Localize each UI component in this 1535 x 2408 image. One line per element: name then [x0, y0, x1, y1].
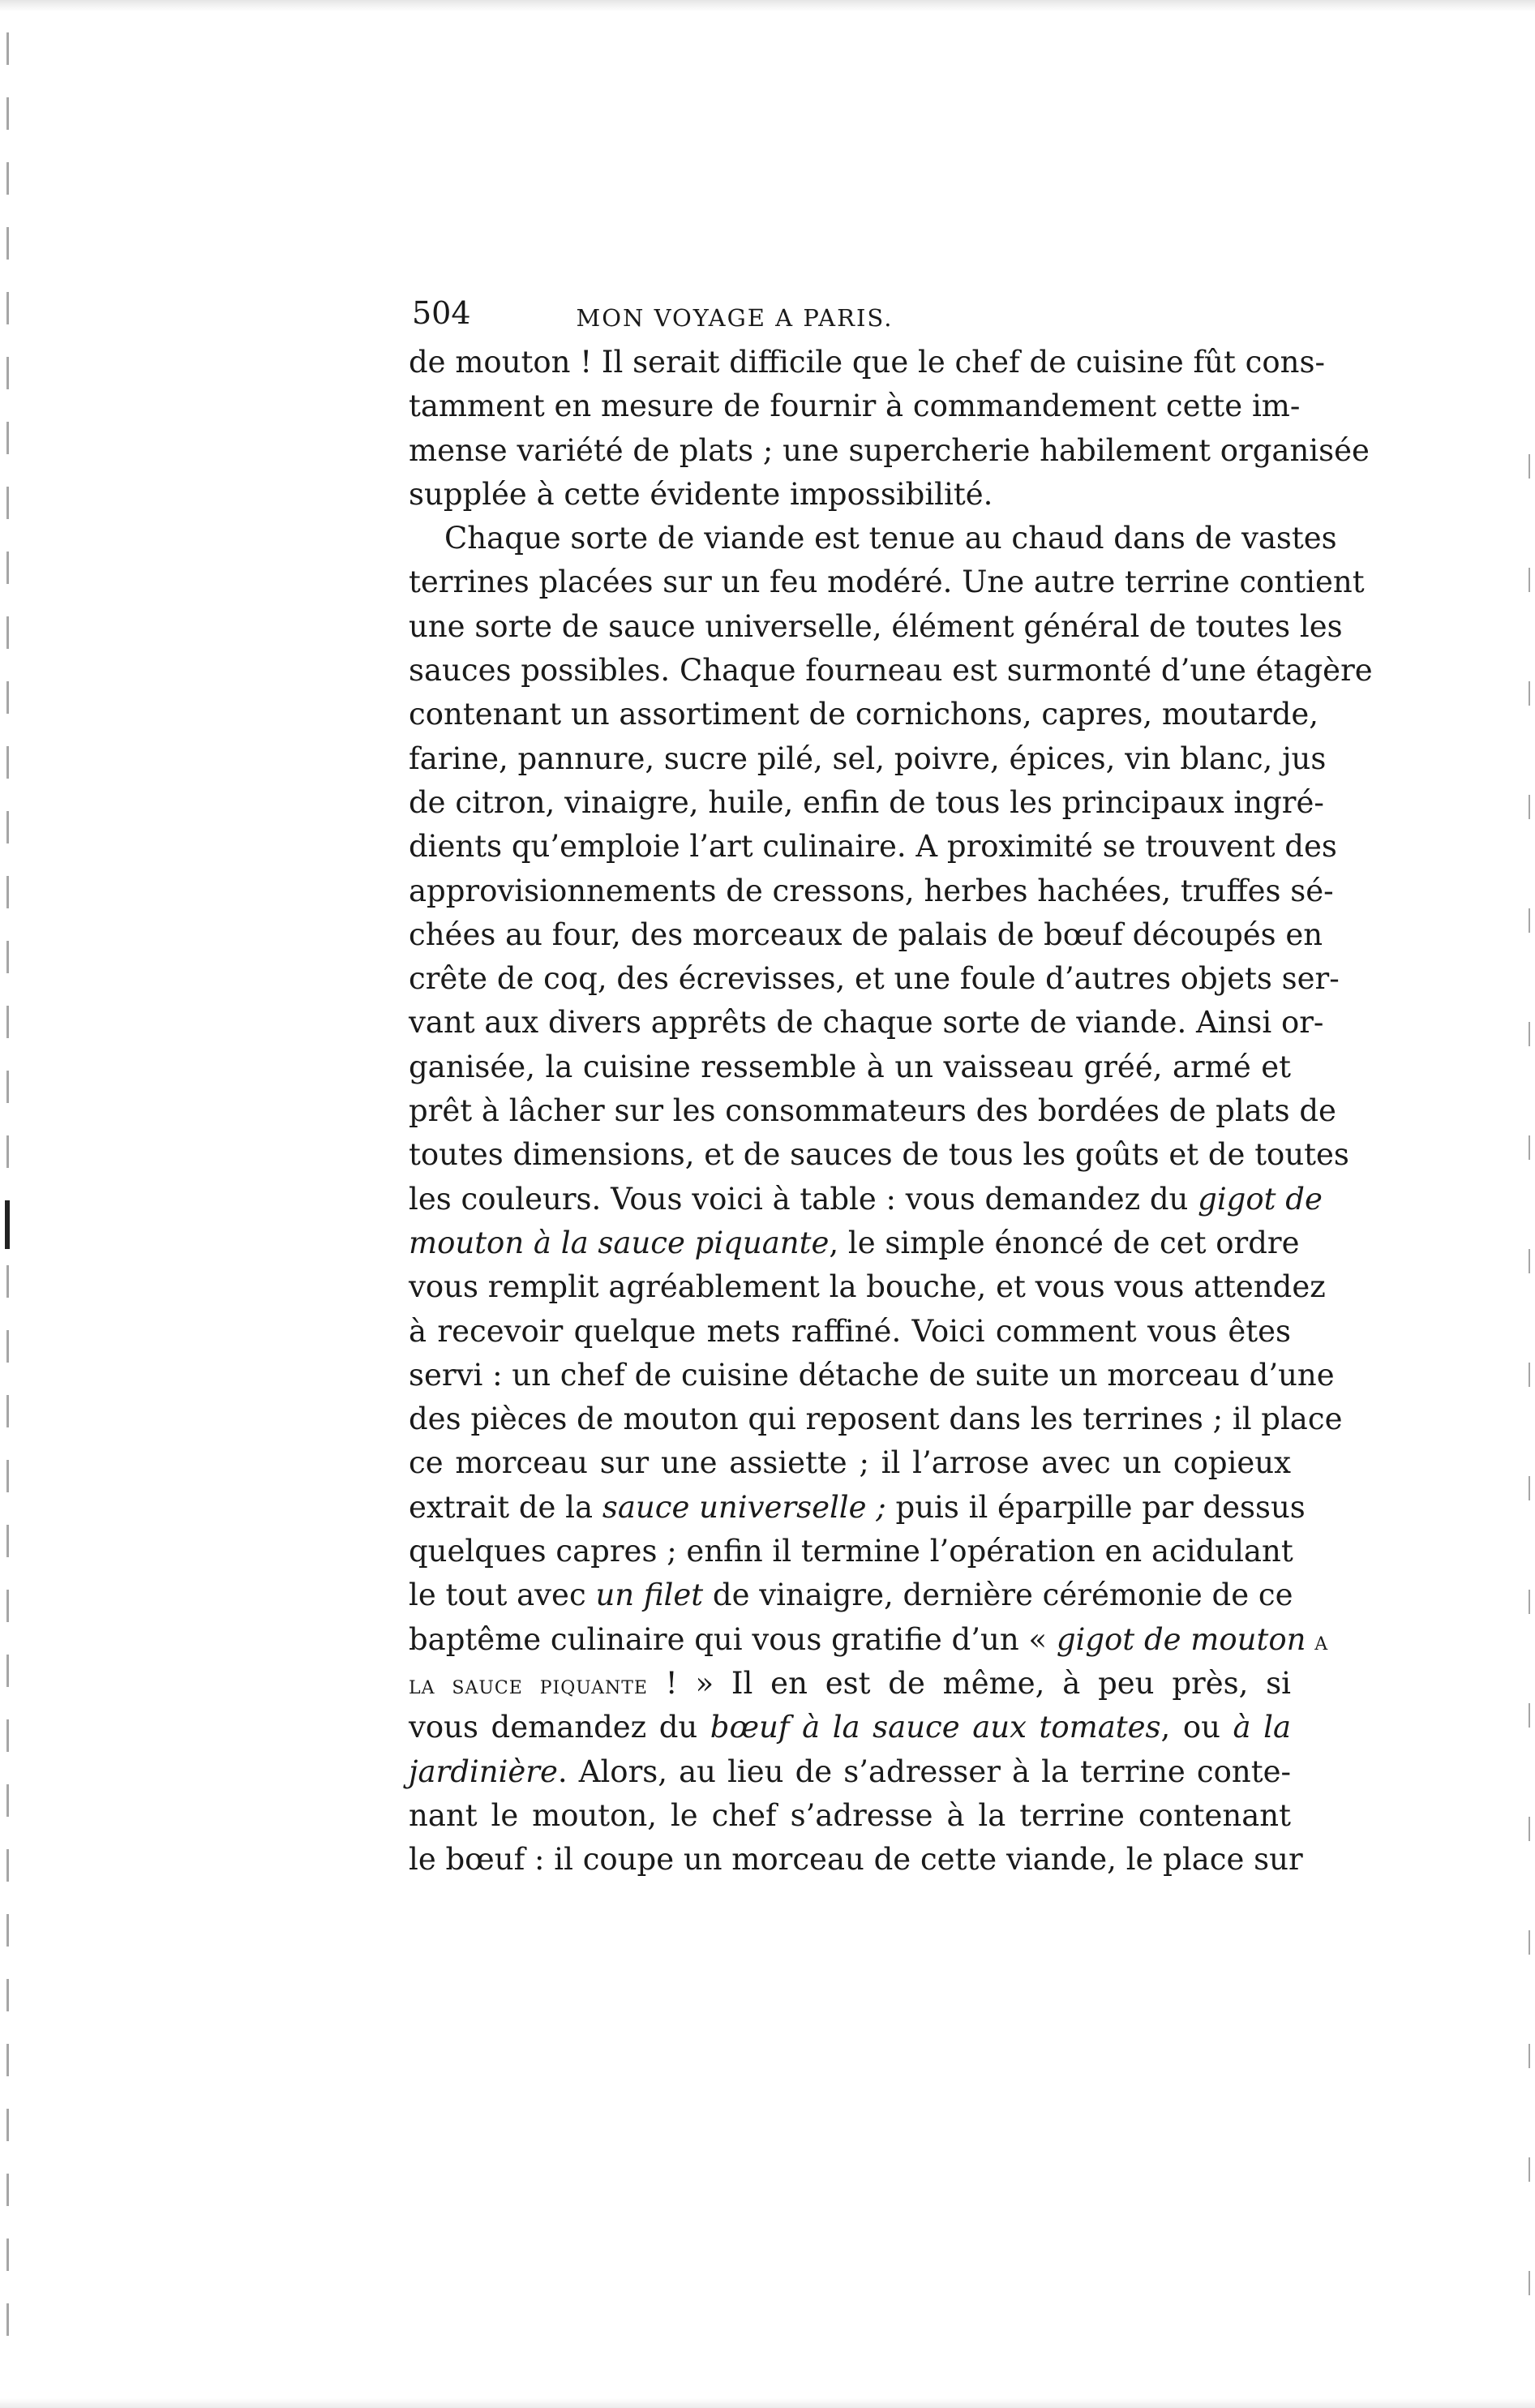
text-line: une sorte de sauce universelle, élément général de toutes les	[409, 608, 1343, 644]
text-line	[409, 1221, 1300, 1265]
text-line: tamment en mesure de fournir à commandement cette im-	[409, 388, 1301, 424]
text-line	[409, 1706, 1291, 1749]
body-text	[409, 341, 1373, 1882]
text-run: , le simple énoncé de cet ordre	[829, 1225, 1300, 1260]
text-line: sauces possibles. Chaque fourneau est surmonté d’une étagère	[409, 653, 1373, 689]
text-line: quelques capres ; enfin il termine l’opération en acidulant	[409, 1534, 1293, 1569]
text-run: le tout avec	[409, 1577, 596, 1613]
text-line: le bœuf : il coupe un morceau de cette viande, le place sur	[409, 1842, 1303, 1878]
text-line: servi : un chef de cuisine détache de suite un morceau d’une	[409, 1357, 1335, 1393]
text-line: mense variété de plats ; une supercherie habilement organisée	[409, 432, 1370, 468]
text-run: . Alors, au lieu de s’adresser à la terrine conte-	[557, 1753, 1291, 1789]
italic-run: mouton à la sauce piquante	[409, 1225, 830, 1260]
italic-run: jardinière	[409, 1753, 558, 1789]
text-run: de vinaigre, dernière cérémonie de ce	[703, 1577, 1293, 1613]
scan-mark-left	[5, 1200, 10, 1249]
text-line: ce morceau sur une assiette ; il l’arrose avec un copieux	[409, 1445, 1291, 1481]
page-number: 504	[412, 295, 471, 331]
text-line: Chaque sorte de viande est tenue au chaud dans de vastes	[444, 521, 1337, 556]
text-line	[409, 1618, 1329, 1662]
text-line: toutes dimensions, et de sauces de tous les goûts et de toutes	[409, 1137, 1349, 1173]
text-line: des pièces de mouton qui reposent dans les terrines ; il place	[409, 1401, 1343, 1437]
small-caps-run: a	[1306, 1626, 1329, 1656]
italic-run: sauce universelle ;	[602, 1489, 886, 1525]
text-line: vant aux divers apprêts de chaque sorte de viande. Ainsi or-	[409, 1005, 1324, 1041]
text-line	[409, 1750, 1291, 1794]
text-line: vous remplit agréablement la bouche, et vous vous attendez	[409, 1269, 1326, 1305]
italic-run: à la	[1233, 1710, 1292, 1745]
italic-run: gigot de mouton	[1056, 1621, 1306, 1657]
text-run: puis il éparpille par dessus	[885, 1489, 1306, 1525]
text-line: de citron, vinaigre, huile, enfin de tous les principaux ingré-	[409, 784, 1324, 820]
running-title: MON VOYAGE A PARIS.	[576, 304, 894, 332]
text-line: terrines placées sur un feu modéré. Une autre terrine contient	[409, 564, 1365, 600]
text-line: de mouton ! Il serait difficile que le chef de cuisine fût cons-	[409, 345, 1325, 380]
text-run: , ou	[1160, 1710, 1233, 1745]
text-line: dients qu’emploie l’art culinaire. A proximité se trouvent des	[409, 829, 1337, 865]
text-line: contenant un assortiment de cornichons, capres, moutarde,	[409, 697, 1319, 732]
text-line: approvisionnements de cressons, herbes hachées, truffes sé-	[409, 873, 1334, 908]
text-line: farine, pannure, sucre pilé, sel, poivre, épices, vin blanc, jus	[409, 740, 1327, 776]
italic-run: gigot de	[1198, 1181, 1323, 1217]
text-line	[409, 1662, 1291, 1706]
italic-run: bœuf à la sauce aux tomates	[710, 1710, 1161, 1745]
text-line: crête de coq, des écrevisses, et une foule d’autres objets ser-	[409, 961, 1340, 997]
text-line: nant le mouton, le chef s’adresse à la terrine contenant	[409, 1797, 1291, 1833]
text-line: à recevoir quelque mets raffiné. Voici comment vous êtes	[409, 1313, 1291, 1349]
text-line: chées au four, des morceaux de palais de bœuf découpés en	[409, 916, 1323, 952]
text-line: prêt à lâcher sur les consommateurs des bordées de plats de	[409, 1093, 1336, 1129]
text-run: baptême culinaire qui vous gratifie d’un «	[409, 1621, 1057, 1657]
small-caps-run: la sauce piquante	[409, 1670, 648, 1700]
text-line	[409, 1178, 1323, 1221]
scan-edge-left	[6, 32, 9, 2352]
text-run: extrait de la	[409, 1489, 602, 1525]
text-line	[409, 1486, 1306, 1530]
scan-edge-bottom	[0, 2398, 1535, 2408]
scan-edge-top	[0, 0, 1535, 11]
text-run: ! » Il en est de même, à peu près, si	[647, 1665, 1291, 1701]
scan-edge-right	[1529, 454, 1530, 2320]
page-header	[412, 289, 1025, 337]
text-run: les couleurs. Vous voici à table : vous demandez du	[409, 1181, 1198, 1217]
text-line	[409, 1573, 1291, 1617]
text-run: vous demandez du	[409, 1710, 710, 1745]
italic-run: un filet	[595, 1577, 704, 1613]
text-line: ganisée, la cuisine ressemble à un vaisseau gréé, armé et	[409, 1049, 1291, 1084]
text-line: supplée à cette évidente impossibilité.	[409, 476, 993, 512]
